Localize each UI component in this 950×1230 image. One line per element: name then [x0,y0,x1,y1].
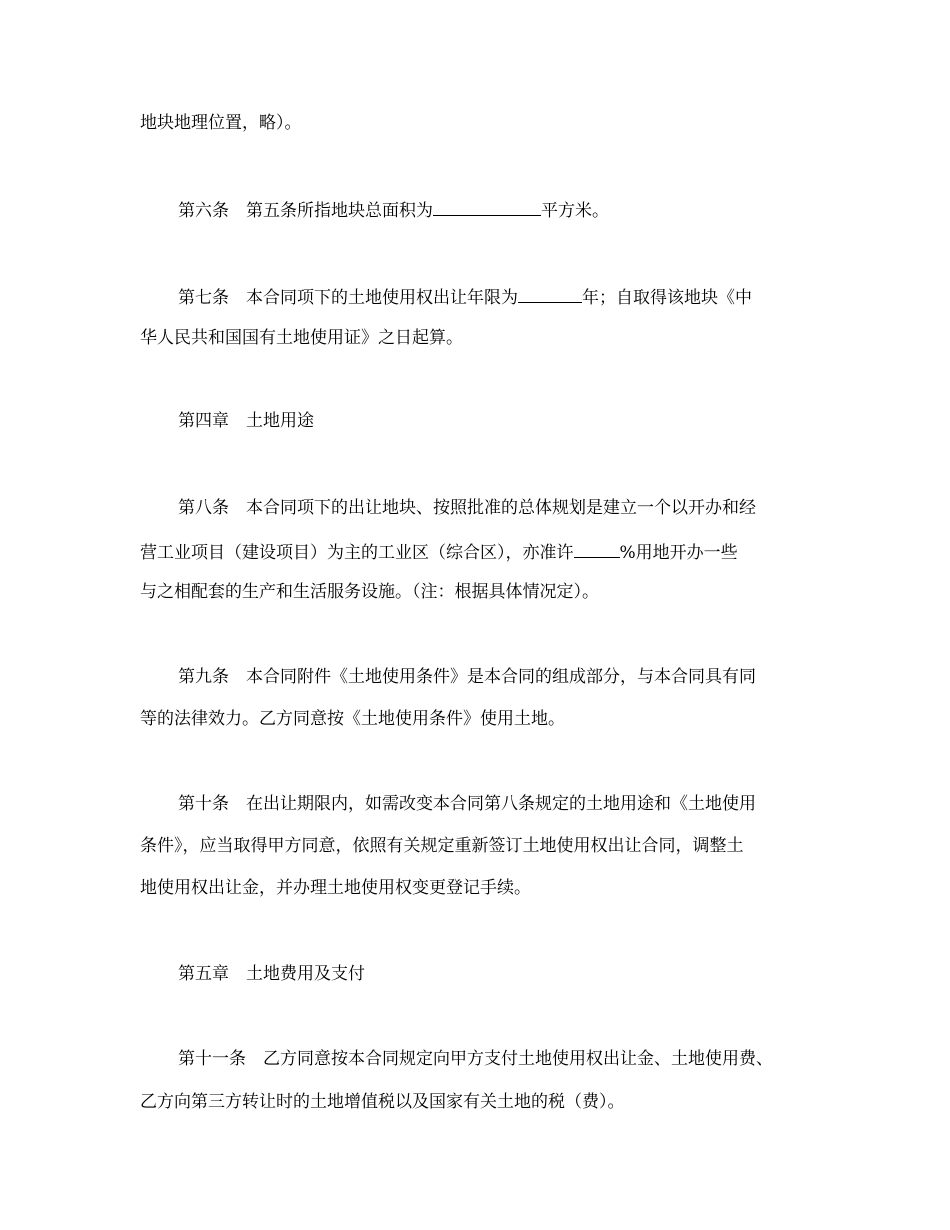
text-line: 第九条 本合同附件《土地使用条件》是本合同的组成部分，与本合同具有同 [178,667,756,687]
chapter-4-heading: 第四章 土地用途 [178,411,314,431]
area-blank-field[interactable] [433,196,541,216]
text-line: 乙方向第三方转让时的土地增值税以及国家有关土地的税（费）。 [140,1092,625,1112]
article-8-text-cont: %用地开办一些 [619,543,738,563]
article-7-text-cont: 年；自取得该地块《中 [582,288,752,308]
text-line: 地使用权出让金，并办理土地使用权变更登记手续。 [140,878,531,898]
article-7 [178,283,752,309]
text-line: 华人民共和国国有土地使用证》之日起算。 [140,328,463,348]
article-8-line-2 [140,538,738,564]
percent-blank-field[interactable] [574,538,620,558]
text-line: 等的法律效力。乙方同意按《土地使用条件》使用土地。 [140,709,565,729]
text-line: 第八条 本合同项下的出让地块、按照批准的总体规划是建立一个以开办和经 [178,498,756,518]
article-6-unit: 平方米。 [541,201,609,221]
text-line: 条件》，应当取得甲方同意，依照有关规定重新签订土地使用权出让合同，调整土 [140,836,744,856]
text-line: 与之相配套的生产和生活服务设施。（注：根据具体情况定）。 [140,582,599,602]
text-line: 第十一条 乙方同意按本合同规定向甲方支付土地使用权出让金、土地使用费、 [178,1049,773,1069]
article-6-text: 第六条 第五条所指地块总面积为 [178,201,433,221]
text-line: 第十条 在出让期限内，如需改变本合同第八条规定的土地用途和《土地使用 [178,794,756,814]
article-7-text: 第七条 本合同项下的土地使用权出让年限为 [178,288,518,308]
text-line: 地块地理位置，略）。 [140,113,302,133]
article-8-text: 营工业项目（建设项目）为主的工业区（综合区），亦准许 [140,543,574,563]
article-6 [178,196,609,222]
chapter-5-heading: 第五章 土地费用及支付 [178,964,365,984]
term-years-blank-field[interactable] [518,283,582,303]
